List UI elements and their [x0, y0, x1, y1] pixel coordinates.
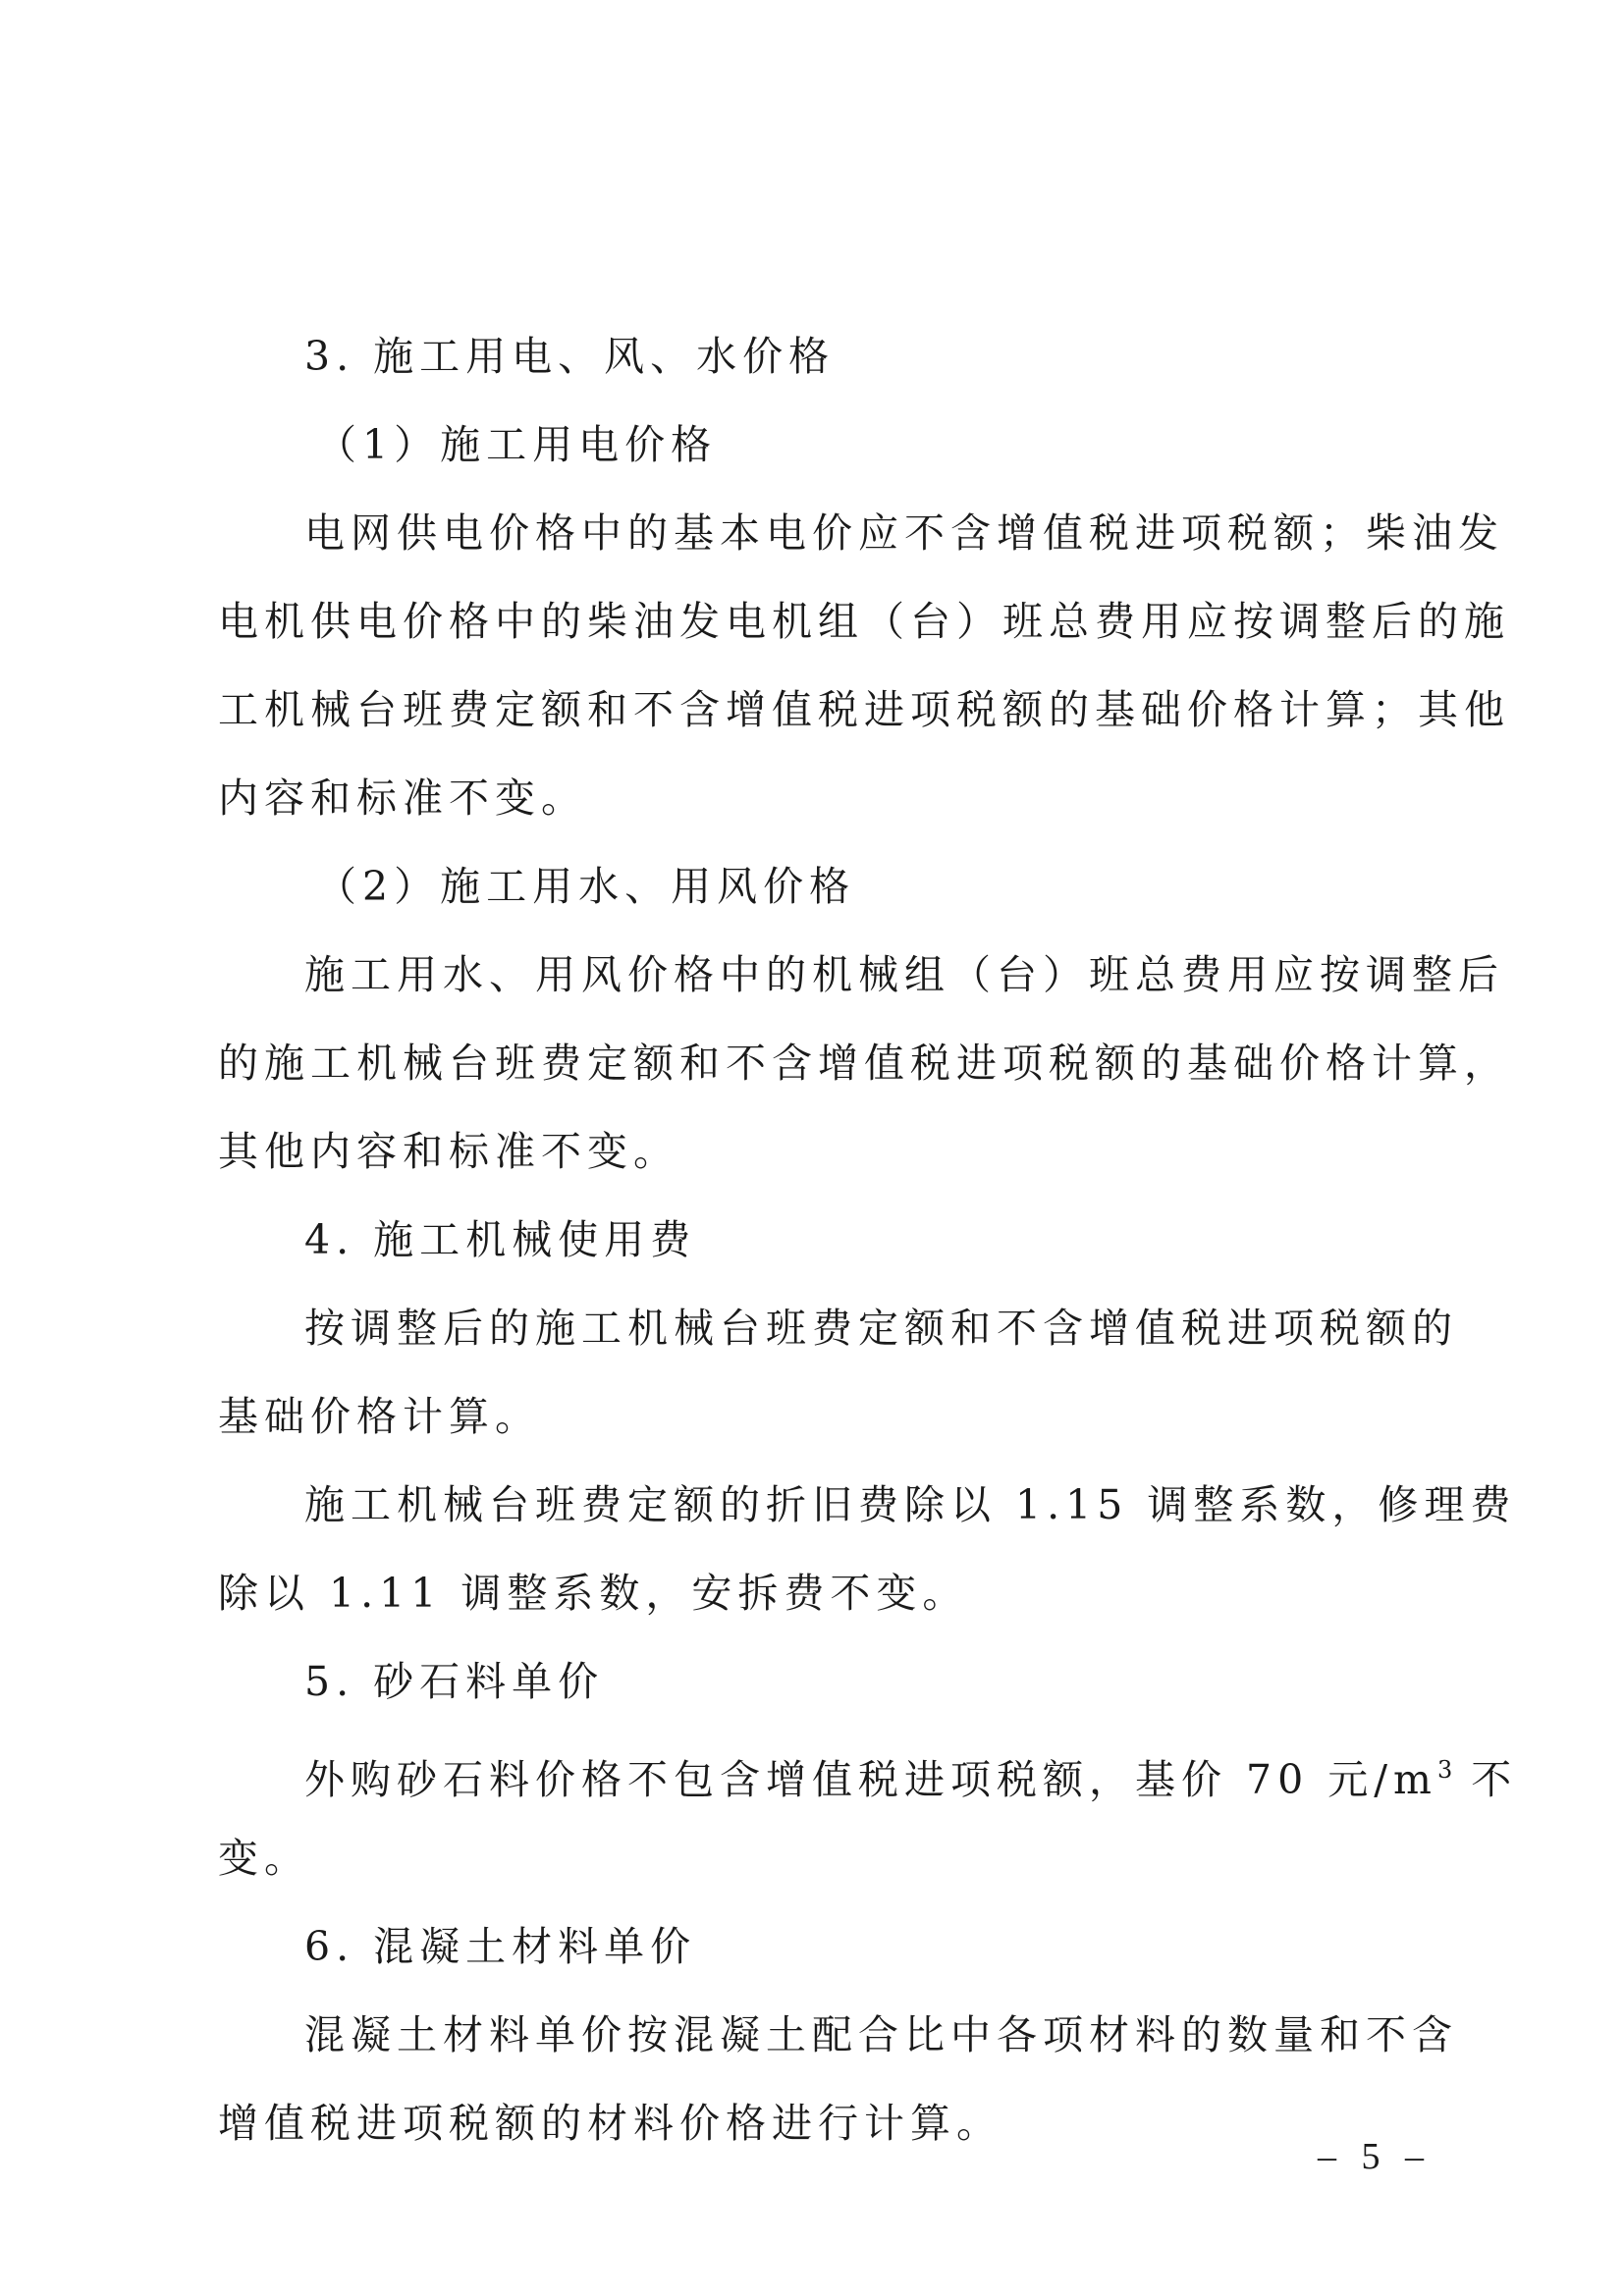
section-heading-5: 5. 砂石料单价 — [304, 1658, 605, 1705]
sand-price-text: 外购砂石料价格不包含增值税进项税额，基价 70 元/m — [304, 1756, 1437, 1803]
paragraph-line: 按调整后的施工机械台班费定额和不含增值税进项税额的 — [304, 1305, 1458, 1352]
paragraph-line: 内容和标准不变。 — [218, 774, 587, 822]
section-heading-6: 6. 混凝土材料单价 — [304, 1923, 697, 1970]
paragraph-line: 工机械台班费定额和不含增值税进项税额的基础价格计算；其他 — [218, 686, 1510, 733]
paragraph-line: 基础价格计算。 — [218, 1393, 541, 1440]
paragraph-line: 混凝土材料单价按混凝土配合比中各项材料的数量和不含 — [304, 2011, 1458, 2058]
paragraph-line: 其他内容和标准不变。 — [218, 1128, 679, 1175]
paragraph-line: 增值税进项税额的材料价格进行计算。 — [218, 2100, 1002, 2147]
paragraph-line: 施工机械台班费定额的折旧费除以 1.15 调整系数，修理费 — [304, 1481, 1517, 1528]
paragraph-line: 变。 — [218, 1835, 310, 1882]
paragraph-line: 施工用水、用风价格中的机械组（台）班总费用应按调整后 — [304, 951, 1504, 998]
sand-price-tail: 不 — [1452, 1756, 1518, 1803]
subsection-heading-3-1: （1）施工用电价格 — [316, 421, 718, 468]
paragraph-line: 除以 1.11 调整系数，安拆费不变。 — [218, 1570, 969, 1617]
cubic-superscript: 3 — [1436, 1756, 1453, 1784]
page-number: – 5 – — [1318, 2136, 1432, 2177]
paragraph-line-with-unit — [218, 1726, 1518, 1814]
paragraph-line: 电机供电价格中的柴油发电机组（台）班总费用应按调整后的施 — [218, 598, 1510, 645]
paragraph-line: 的施工机械台班费定额和不含增值税进项税额的基础价格计算， — [218, 1040, 1510, 1087]
section-heading-3: 3. 施工用电、风、水价格 — [304, 333, 836, 380]
paragraph-line: 电网供电价格中的基本电价应不含增值税进项税额；柴油发 — [304, 509, 1504, 557]
section-heading-4: 4. 施工机械使用费 — [304, 1216, 697, 1263]
document-body — [218, 312, 1518, 2167]
subsection-heading-3-2: （2）施工用水、用风价格 — [316, 863, 856, 910]
